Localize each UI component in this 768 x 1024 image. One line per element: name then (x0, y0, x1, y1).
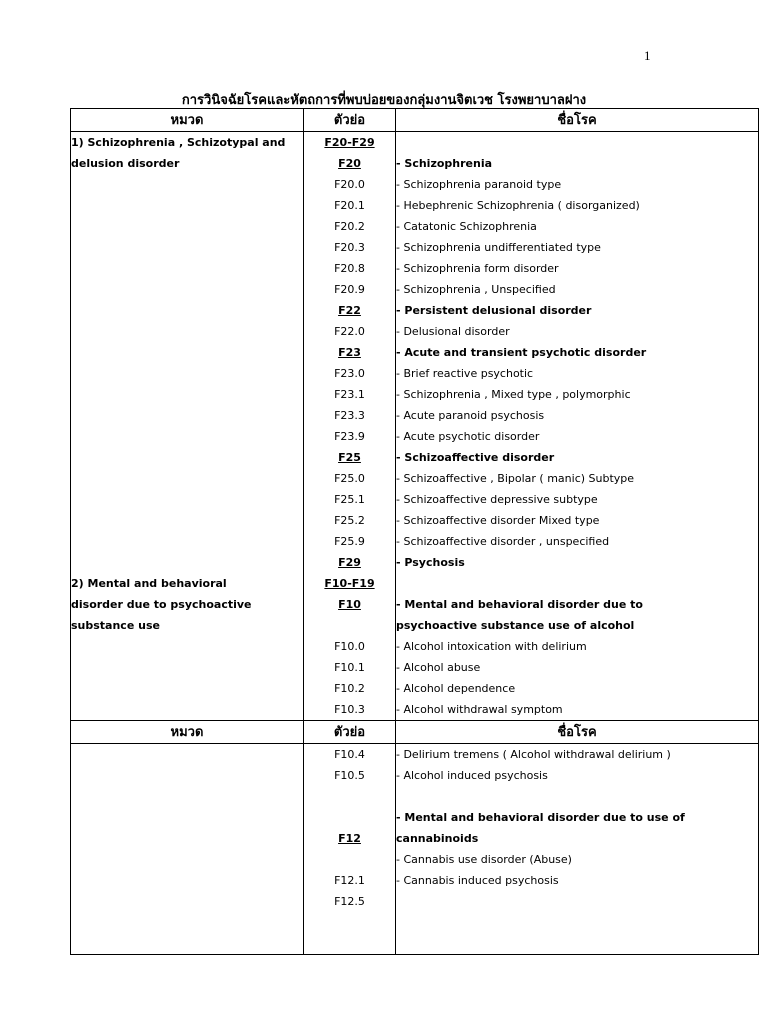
disease-name-cell: - Schizophrenia form disorder (396, 258, 759, 279)
document-title: การวินิจฉัยโรคและหัตถการที่พบบ่อยของกลุ่มงานจิตเวช โรงพยาบาลฝาง (181, 93, 587, 108)
page-number: 1 (644, 48, 651, 63)
header-category: หมวด (71, 721, 304, 744)
disease-name-cell: - Acute and transient psychotic disorder (396, 342, 759, 363)
category-cell (71, 426, 304, 447)
table-row (71, 807, 759, 828)
table-row (71, 933, 759, 955)
table-row (71, 552, 759, 573)
table-row (71, 132, 759, 154)
code-cell (304, 849, 396, 870)
disease-name-cell: - Schizoaffective disorder Mixed type (396, 510, 759, 531)
code-cell: F25.2 (304, 510, 396, 531)
table-row (71, 258, 759, 279)
category-cell (71, 933, 304, 955)
table-row (71, 405, 759, 426)
disease-name-cell (396, 933, 759, 955)
table-row (71, 174, 759, 195)
code-cell: F10-F19 (304, 573, 396, 594)
table-row (71, 912, 759, 933)
header-abbrev: ตัวย่อ (304, 721, 396, 744)
category-cell: delusion disorder (71, 153, 304, 174)
code-cell: F20 (304, 153, 396, 174)
table-row (71, 828, 759, 849)
category-cell (71, 300, 304, 321)
code-cell (304, 933, 396, 955)
code-cell: F25.0 (304, 468, 396, 489)
category-cell (71, 891, 304, 912)
disease-name-cell: - Delirium tremens ( Alcohol withdrawal delirium ) (396, 744, 759, 766)
code-cell: F23.0 (304, 363, 396, 384)
disease-name-cell: - Mental and behavioral disorder due to use of (396, 807, 759, 828)
disease-name-cell (396, 786, 759, 807)
code-cell: F23 (304, 342, 396, 363)
code-cell (304, 615, 396, 636)
category-cell (71, 489, 304, 510)
code-cell: F10.4 (304, 744, 396, 766)
disease-name-cell (396, 573, 759, 594)
category-cell (71, 765, 304, 786)
disease-name-cell: - Catatonic Schizophrenia (396, 216, 759, 237)
disease-name-cell: - Schizoaffective , Bipolar ( manic) Subtype (396, 468, 759, 489)
category-cell (71, 510, 304, 531)
code-cell: F20.8 (304, 258, 396, 279)
disease-name-cell: - Alcohol induced psychosis (396, 765, 759, 786)
disease-name-cell (396, 891, 759, 912)
table-row (71, 195, 759, 216)
category-cell (71, 807, 304, 828)
category-cell: substance use (71, 615, 304, 636)
disease-name-cell: - Schizophrenia undifferentiated type (396, 237, 759, 258)
table-row (71, 594, 759, 615)
disease-name-cell: - Delusional disorder (396, 321, 759, 342)
category-cell (71, 870, 304, 891)
disease-name-cell: - Schizoaffective disorder , unspecified (396, 531, 759, 552)
table-row (71, 279, 759, 300)
code-cell: F12 (304, 828, 396, 849)
code-cell: F20.9 (304, 279, 396, 300)
diagnosis-code-table (70, 108, 759, 955)
code-cell: F20.3 (304, 237, 396, 258)
category-cell (71, 786, 304, 807)
code-cell: F25.9 (304, 531, 396, 552)
table-header-row-repeat (71, 721, 759, 744)
table-row (71, 678, 759, 699)
table-row (71, 153, 759, 174)
table-row (71, 384, 759, 405)
table-row (71, 636, 759, 657)
disease-name-cell: - Alcohol intoxication with delirium (396, 636, 759, 657)
disease-name-cell: - Alcohol withdrawal symptom (396, 699, 759, 721)
code-cell: F12.5 (304, 891, 396, 912)
code-cell: F20-F29 (304, 132, 396, 154)
category-cell (71, 363, 304, 384)
category-cell (71, 405, 304, 426)
header-abbrev: ตัวย่อ (304, 109, 396, 132)
disease-name-cell: - Schizophrenia paranoid type (396, 174, 759, 195)
code-cell: F23.1 (304, 384, 396, 405)
disease-name-cell: - Schizoaffective depressive subtype (396, 489, 759, 510)
code-cell (304, 807, 396, 828)
disease-name-cell (396, 132, 759, 154)
table-row (71, 870, 759, 891)
category-cell (71, 279, 304, 300)
disease-name-cell: - Schizoaffective disorder (396, 447, 759, 468)
table-row (71, 363, 759, 384)
code-cell: F23.3 (304, 405, 396, 426)
disease-name-cell: - Psychosis (396, 552, 759, 573)
code-cell: F23.9 (304, 426, 396, 447)
disease-name-cell: - Cannabis induced psychosis (396, 870, 759, 891)
code-cell: F22.0 (304, 321, 396, 342)
table-row (71, 744, 759, 766)
header-disease: ชื่อโรค (396, 109, 759, 132)
table-row (71, 849, 759, 870)
category-cell (71, 531, 304, 552)
disease-name-cell: - Acute paranoid psychosis (396, 405, 759, 426)
category-cell (71, 342, 304, 363)
disease-name-cell: - Mental and behavioral disorder due to (396, 594, 759, 615)
disease-name-cell: - Alcohol abuse (396, 657, 759, 678)
table-row (71, 573, 759, 594)
category-cell (71, 552, 304, 573)
category-cell (71, 828, 304, 849)
table-row (71, 342, 759, 363)
table-row (71, 237, 759, 258)
header-category: หมวด (71, 109, 304, 132)
code-cell: F10.2 (304, 678, 396, 699)
table-row (71, 657, 759, 678)
table-row (71, 786, 759, 807)
category-cell (71, 678, 304, 699)
code-cell: F25.1 (304, 489, 396, 510)
code-cell: F12.1 (304, 870, 396, 891)
category-cell (71, 699, 304, 721)
table-row (71, 321, 759, 342)
category-cell (71, 912, 304, 933)
disease-name-cell: - Brief reactive psychotic (396, 363, 759, 384)
disease-name-cell (396, 912, 759, 933)
disease-name-cell: - Acute psychotic disorder (396, 426, 759, 447)
table-row (71, 891, 759, 912)
category-cell (71, 174, 304, 195)
code-cell: F20.2 (304, 216, 396, 237)
code-cell: F22 (304, 300, 396, 321)
table-row (71, 300, 759, 321)
category-cell (71, 849, 304, 870)
category-cell (71, 195, 304, 216)
table-row (71, 468, 759, 489)
code-cell: F10.5 (304, 765, 396, 786)
table-row (71, 615, 759, 636)
category-cell: disorder due to psychoactive (71, 594, 304, 615)
table-row (71, 489, 759, 510)
category-cell (71, 216, 304, 237)
code-cell: F25 (304, 447, 396, 468)
disease-name-cell: - Schizophrenia , Unspecified (396, 279, 759, 300)
code-cell: F29 (304, 552, 396, 573)
code-cell: F10.1 (304, 657, 396, 678)
table-row (71, 447, 759, 468)
code-cell: F10.3 (304, 699, 396, 721)
category-cell: 2) Mental and behavioral (71, 573, 304, 594)
disease-name-cell: - Alcohol dependence (396, 678, 759, 699)
category-cell (71, 636, 304, 657)
code-cell (304, 912, 396, 933)
category-cell (71, 447, 304, 468)
table-row (71, 699, 759, 721)
category-cell (71, 321, 304, 342)
code-cell (304, 786, 396, 807)
category-cell (71, 744, 304, 766)
category-cell (71, 384, 304, 405)
code-cell: F10 (304, 594, 396, 615)
disease-name-cell: psychoactive substance use of alcohol (396, 615, 759, 636)
table-row (71, 765, 759, 786)
code-cell: F10.0 (304, 636, 396, 657)
category-cell (71, 237, 304, 258)
disease-name-cell: - Cannabis use disorder (Abuse) (396, 849, 759, 870)
table-row (71, 531, 759, 552)
code-cell: F20.1 (304, 195, 396, 216)
category-cell: 1) Schizophrenia , Schizotypal and (71, 132, 304, 154)
disease-name-cell: - Persistent delusional disorder (396, 300, 759, 321)
header-disease: ชื่อโรค (396, 721, 759, 744)
disease-name-cell: - Hebephrenic Schizophrenia ( disorganized) (396, 195, 759, 216)
table-header-row (71, 109, 759, 132)
category-cell (71, 258, 304, 279)
disease-name-cell: - Schizophrenia (396, 153, 759, 174)
table-row (71, 510, 759, 531)
disease-name-cell: - Schizophrenia , Mixed type , polymorphic (396, 384, 759, 405)
table-row (71, 426, 759, 447)
disease-name-cell: cannabinoids (396, 828, 759, 849)
code-cell: F20.0 (304, 174, 396, 195)
category-cell (71, 657, 304, 678)
table-row (71, 216, 759, 237)
category-cell (71, 468, 304, 489)
